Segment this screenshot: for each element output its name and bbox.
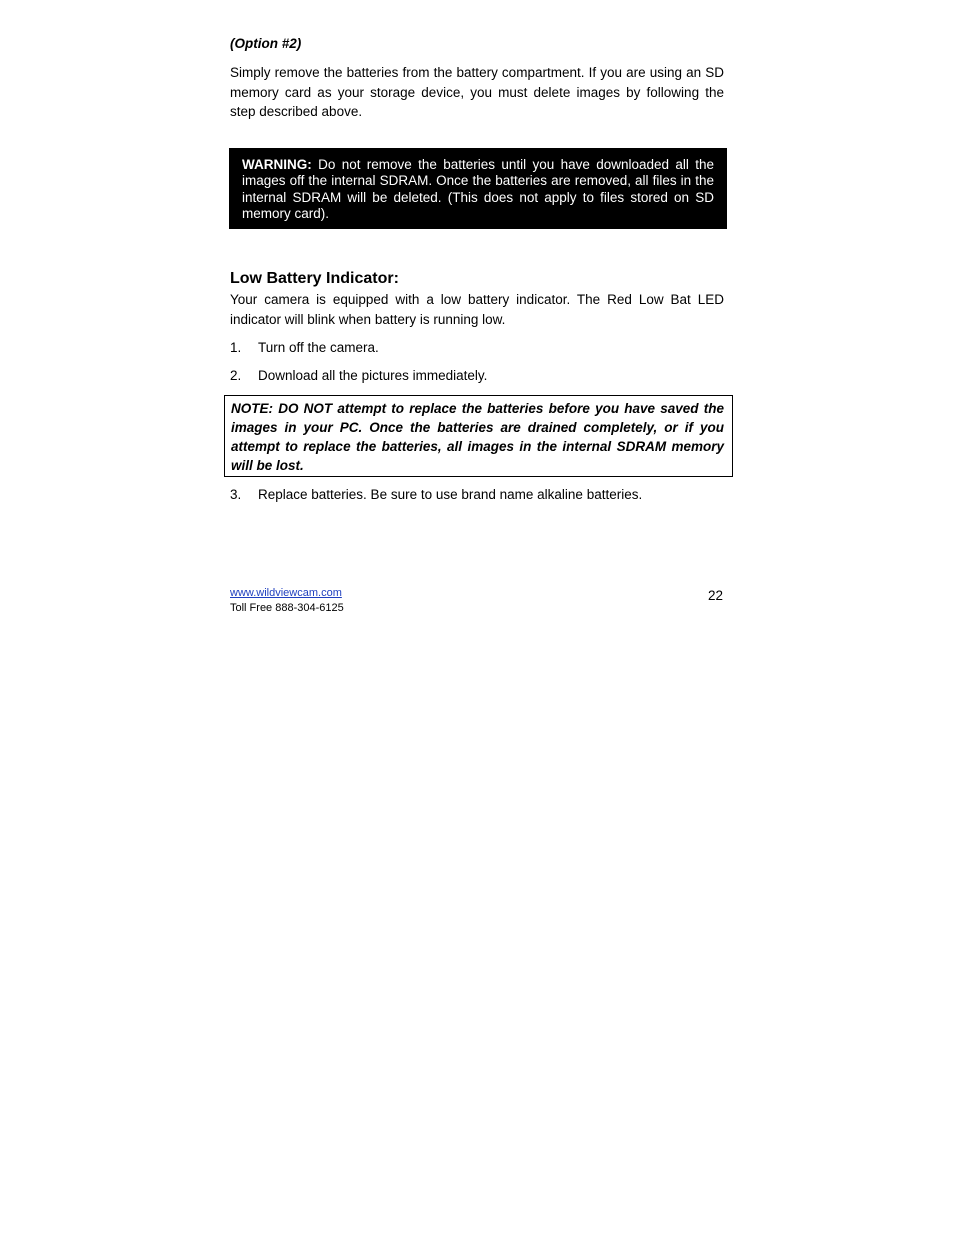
- list-item-text: Download all the pictures immediately.: [258, 368, 488, 383]
- warning-box: [229, 148, 727, 229]
- website-link[interactable]: www.wildviewcam.com: [230, 587, 342, 599]
- page-number: 22: [708, 588, 724, 603]
- list-item-text: Replace batteries. Be sure to use brand name alkaline batteries.: [258, 487, 643, 502]
- list-item-text: Turn off the camera.: [258, 340, 379, 355]
- option-paragraph: Simply remove the batteries from the battery compartment. If you are using an SD memory card as your storage device, you must delete images by following the step described above.: [230, 65, 724, 119]
- section-paragraph: Your camera is equipped with a low battery indicator. The Red Low Bat LED indicator will blink when battery is running low.: [230, 292, 724, 327]
- toll-free-phone: Toll Free 888-304-6125: [230, 602, 344, 614]
- list-item-number: 1.: [230, 340, 242, 355]
- option-heading: (Option #2): [230, 36, 302, 51]
- list-item-number: 2.: [230, 368, 242, 383]
- warning-text: Do not remove the batteries until you have downloaded all the images off the internal SDRAM. Once the batteries are removed, all files in the internal SDRAM will be deleted. (This does not apply to files stored on SD memory card).: [242, 157, 714, 221]
- section-heading: Low Battery Indicator:: [230, 270, 399, 287]
- warning-label: WARNING:: [242, 157, 312, 172]
- note-box: NOTE: DO NOT attempt to replace the batteries before you have saved the images in your PC. Once the batteries are drained completely, or if you attempt to replace the batteries, all images in the internal SDRAM memory will be lost.: [224, 395, 733, 477]
- list-item-number: 3.: [230, 487, 242, 502]
